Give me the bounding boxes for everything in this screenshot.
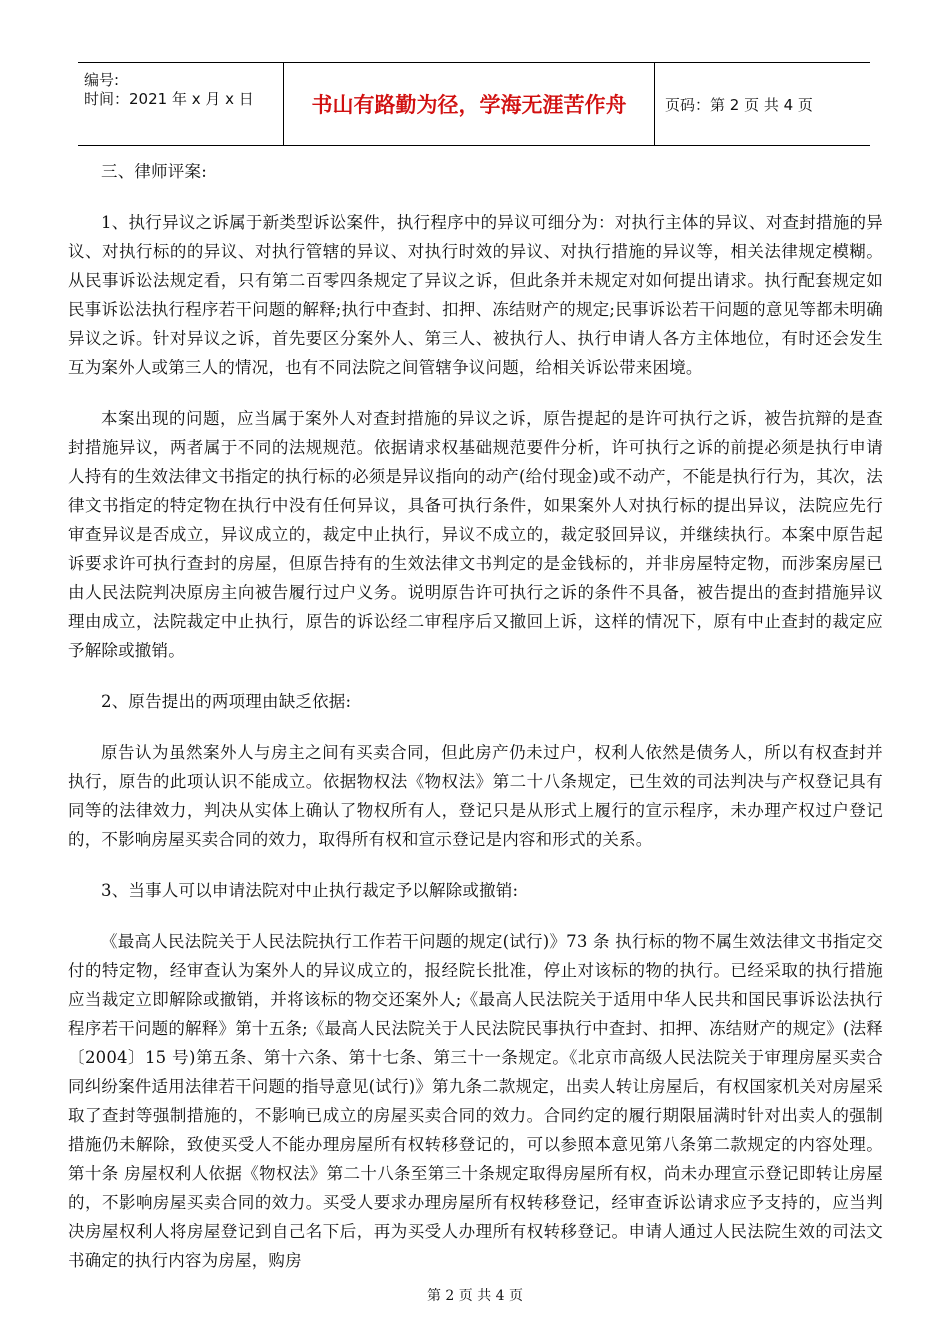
document-body: [68, 157, 883, 1297]
header-motto: 书山有路勤为径，学海无涯苦作舟: [311, 93, 627, 117]
header-page-info: 页码：第 2 页 共 4 页: [665, 95, 813, 114]
page-header: [78, 62, 870, 146]
paragraph-2: 本案出现的问题，应当属于案外人对查封措施的异议之诉，原告提起的是许可执行之诉，被告抗辩的是查封措施异议，两者属于不同的法规规范。依据请求权基础规范要件分析，许可执行之诉的前提必须是执行申请人持有的生效法律文书指定的执行标的必须是异议指向的动产(给付现金)或不动产，不能是执行行为，其次，法律文书指定的特定物在执行中没有任何异议，具备可执行条件，如果案外人对执行标的提出异议，法院应先行审查异议是否成立，异议成立的，裁定中止执行，异议不成立的，裁定驳回异议，并继续执行。本案中原告起诉要求许可执行查封的房屋，但原告持有的生效法律文书判定的是金钱标的，并非房屋特定物，而涉案房屋已由人民法院判决原房主向被告履行过户义务。说明原告许可执行之诉的条件不具备，被告提出的查封措施异议理由成立，法院裁定中止执行，原告的诉讼经二审程序后又撤回上诉，这样的情况下，原有中止查封的裁定应予解除或撤销。: [68, 409, 883, 660]
section-heading: 三、律师评案:: [101, 162, 207, 181]
paragraph-3: 原告认为虽然案外人与房主之间有买卖合同，但此房产仍未过户，权利人依然是债务人，所以有权查封并执行，原告的此项认识不能成立。依据物权法《物权法》第二十八条规定，已生效的司法判决与产权登记具有同等的法律效力，判决从实体上确认了物权所有人，登记只是从形式上履行的宣示程序，未办理产权过户登记的，不影响房屋买卖合同的效力，取得所有权和宣示登记是内容和形式的关系。: [68, 743, 883, 849]
paragraph-1: 1、执行异议之诉属于新类型诉讼案件，执行程序中的异议可细分为：对执行主体的异议、对查封措施的异议、对执行标的的异议、对执行管辖的异议、对执行时效的异议、对执行措施的异议等，相关法律规定模糊。从民事诉讼法规定看，只有第二百零四条规定了异议之诉，但此条并未规定对如何提出请求。执行配套规定如民事诉讼法执行程序若干问题的解释;执行中查封、扣押、冻结财产的规定;民事诉讼若干问题的意见等都未明确异议之诉。针对异议之诉，首先要区分案外人、第三人、被执行人、执行申请人各方主体地位，有时还会发生互为案外人或第三人的情况，也有不同法院之间管辖争议问题，给相关诉讼带来困境。: [68, 213, 883, 377]
header-motto-cell: [283, 63, 655, 145]
document-time: 时间：2021 年 x 月 x 日: [84, 90, 254, 108]
document-number: 编号:: [84, 71, 120, 89]
page-footer: 第 2 页 共 4 页: [426, 1288, 524, 1304]
header-meta: [78, 63, 283, 145]
paragraph-4: 《最高人民法院关于人民法院执行工作若干问题的规定(试行)》73 条 执行标的物不属生效法律文书指定交付的特定物，经审查认为案外人的异议成立的，报经院长批准，停止对该标的物的执行。已经采取的执行措施应当裁定立即解除或撤销，并将该标的物交还案外人;《最高人民法院关于适用中华人民共和国民事诉讼法执行程序若干问题的解释》第十五条;《最高人民法院关于人民法院民事执行中查封、扣押、冻结财产的规定》(法释〔2004〕15 号)第五条、第十六条、第十七条、第三十一条规定。《北京市高级人民法院关于审理房屋买卖合同纠纷案件适用法律若干问题的指导意见(试行)》第九条二款规定，出卖人转让房屋后，有权国家机关对房屋采取了查封等强制措施的，不影响已成立的房屋买卖合同的效力。合同约定的履行期限届满时针对出卖人的强制措施仍未解除，致使买受人不能办理房屋所有权转移登记的，可以参照本意见第八条第二款规定的内容处理。第十条 房屋权利人依据《物权法》第二十八条至第三十条规定取得房屋所有权，尚未办理宣示登记即转让房屋的，不影响房屋买卖合同的效力。买受人要求办理房屋所有权转移登记，经审查诉讼请求应予支持的，应当判决房屋权利人将房屋登记到自己名下后，再为买受人办理所有权转移登记。申请人通过人民法院生效的司法文书确定的执行内容为房屋，购房: [68, 932, 883, 1270]
subheading-3: 3、当事人可以申请法院对中止执行裁定予以解除或撤销:: [101, 881, 519, 900]
subheading-2: 2、原告提出的两项理由缺乏依据:: [101, 692, 352, 711]
